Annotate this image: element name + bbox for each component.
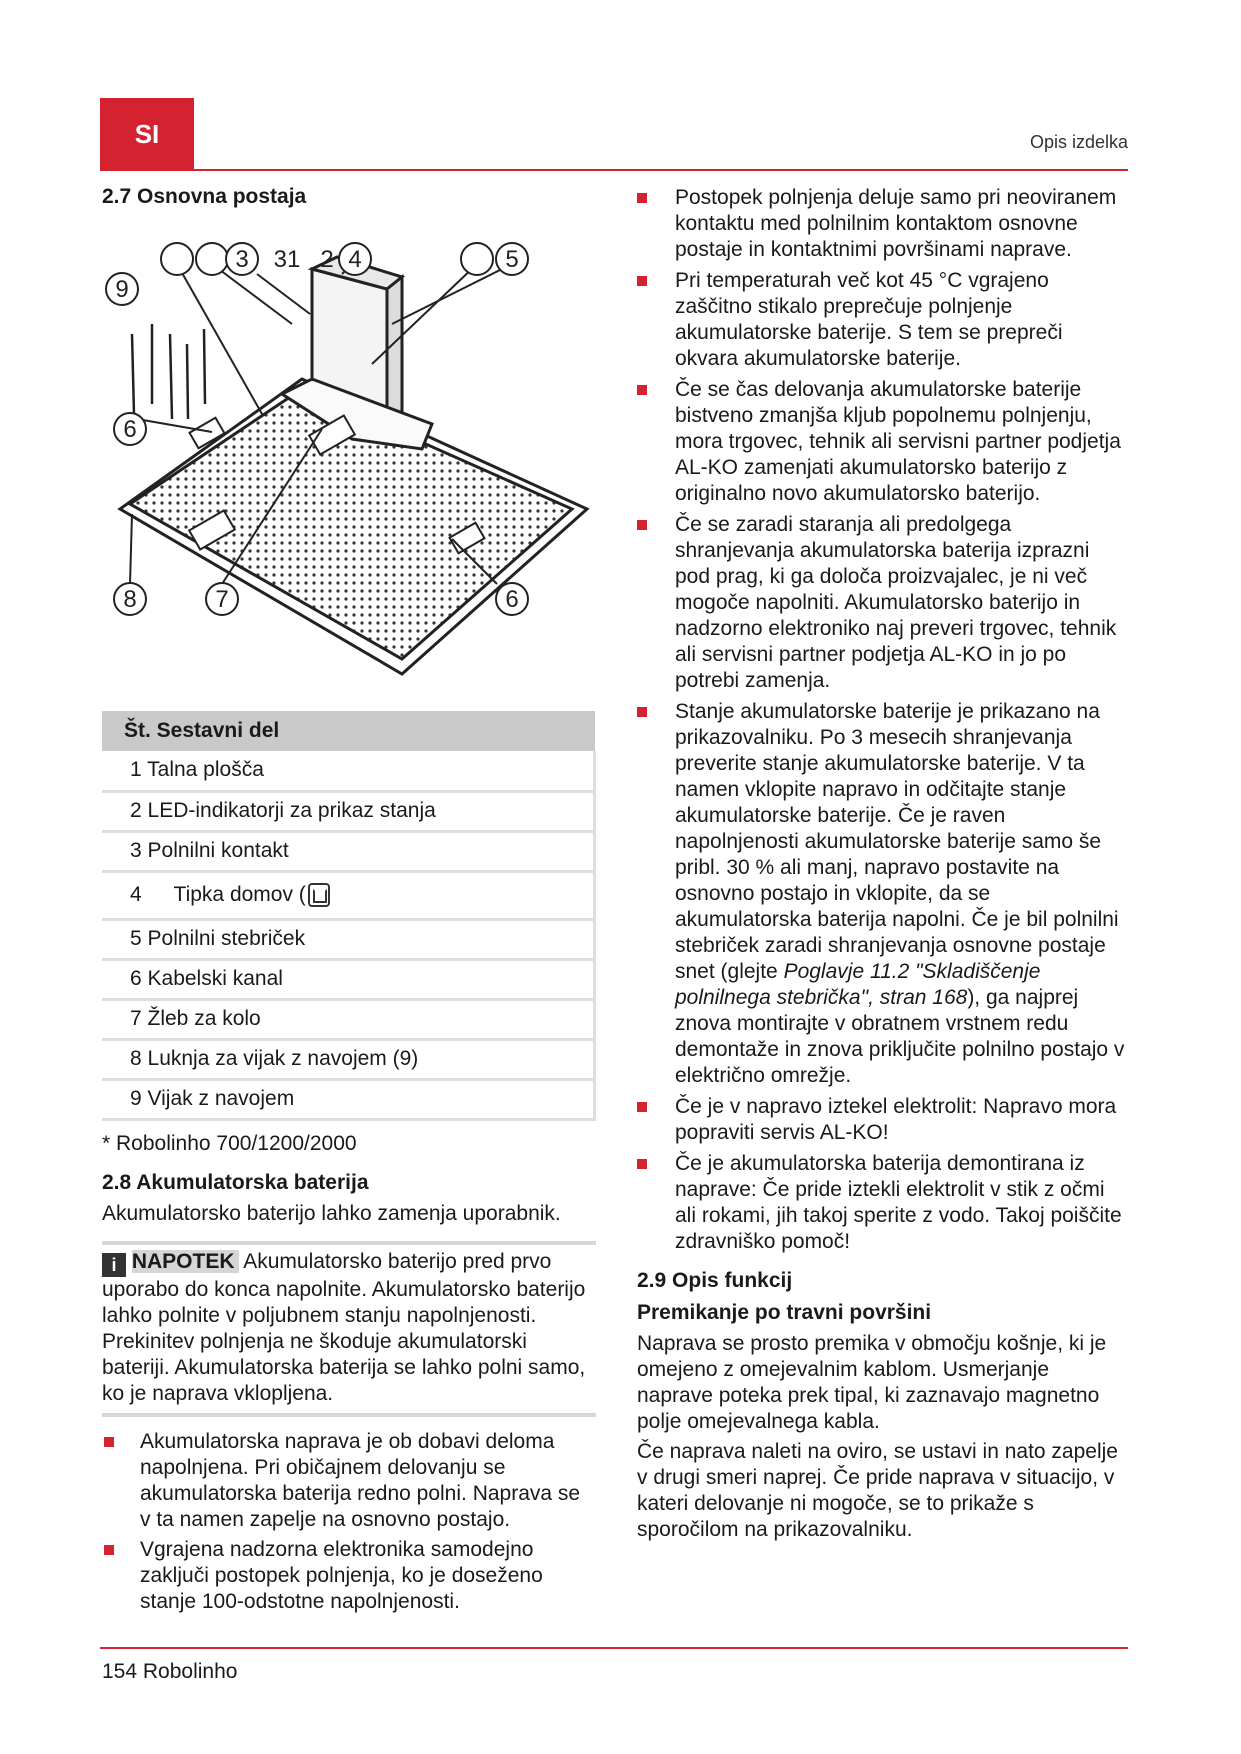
callout-6-left: 6 — [123, 416, 137, 443]
section-title: Opis izdelka — [1029, 132, 1128, 152]
list-item: Vgrajena nadzorna elektronika samodejno zaključi postopek polnjenja, ko je doseženo stanje 100-odstotne napolnjenosti. — [102, 1537, 596, 1615]
heading-2-7: 2.7 Osnovna postaja — [102, 185, 307, 208]
note-label: NAPOTEK — [132, 1250, 239, 1273]
note-text: Akumulatorsko baterijo pred prvo uporabo do konca napolnite. Akumulatorsko baterijo lahko polnite v poljubnem stanju napolnjenosti. Prekinitev polnjenja ne škoduje akumulatorski bateriji. Akumulatorska baterija se lahko polni samo, ko je naprava vklopljena. — [102, 1249, 586, 1405]
list-item — [637, 699, 1129, 1089]
table-footnote: * Robolinho 700/1200/2000 — [102, 1131, 357, 1155]
table-row: 9 Vijak z navojem — [102, 1079, 595, 1119]
note-box — [102, 1241, 596, 1417]
row-4-label: Tipka domov ( — [173, 882, 306, 906]
bullet5-text-a: Stanje akumulatorske baterije je prikazano na prikazovalniku. Po 3 mesecih shranjevanja preverite stanje akumulatorske baterije. V ta namen vklopite napravo in odčitajte stanje akumulatorske baterije. Če je raven napolnjenosti akumulatorske baterije samo še pribl. 30 % ali manj, napravo postavite na osnovno postajo in vklopite, da se akumulatorska baterija napolni. Če je bil polnilni stebriček zaradi shranjevanja osnovne postaje snet (glejte — [675, 700, 1119, 983]
callout-6-right: 6 — [505, 586, 519, 613]
callout-2: 2 — [320, 246, 334, 273]
paragraph: Če naprava naleti na oviro, se ustavi in nato zapelje v drugi smeri naprej. Če pride naprava v situacijo, v kateri delovanje ni mogoče, se to prikaže s sporočilom na prikazovalniku. — [637, 1440, 1118, 1541]
table-row: 7 Žleb za kolo — [102, 999, 595, 1039]
list-item: Če je v napravo iztekel elektrolit: Napravo mora popraviti servis AL-KO! — [637, 1094, 1129, 1146]
note-paragraph — [102, 1249, 596, 1407]
table-row: 5 Polnilni stebriček — [102, 919, 595, 959]
parts-table — [102, 711, 596, 1121]
language-tab — [100, 98, 194, 170]
list-item: Akumulatorska naprava je ob dobavi deloma napolnjena. Pri običajnem delovanju se akumulatorska baterija redno polni. Naprava se v ta namen zapelje na osnovno postajo. — [102, 1429, 596, 1533]
table-row: 3 Polnilni kontakt — [102, 831, 595, 871]
paragraph: Naprava se prosto premika v območju košnje, ki je omejeno z omejevalnim kablom. Usmerjanje naprave poteka prek tipal, ki zaznavajo magnetno polje omejevalnega kabla. — [637, 1332, 1107, 1433]
heading-2-8: 2.8 Akumulatorska baterija — [102, 1170, 369, 1194]
home-button-icon — [308, 883, 330, 907]
intro-2-8: Akumulatorsko baterijo lahko zamenja uporabnik. — [102, 1201, 561, 1225]
table-row: 2 LED-indikatorji za prikaz stanja — [102, 791, 595, 831]
table-row: 1 Talna plošča — [102, 751, 595, 791]
parts-table-header: Št. Sestavni del — [102, 711, 595, 751]
row-4-number: 4 — [130, 882, 142, 906]
heading-2-9: 2.9 Opis funkcij — [637, 1269, 793, 1292]
charging-bullets — [637, 185, 1129, 1255]
callout-8: 8 — [123, 586, 137, 613]
right-column — [637, 185, 1129, 1547]
callout-7: 7 — [215, 586, 229, 613]
chapter-reference: Poglavje 11.2 "Skladiščenje polnilnega stebrička", stran 168 — [675, 960, 1041, 1009]
footer-divider — [100, 1647, 1128, 1649]
header-divider — [100, 169, 1128, 171]
list-item: Če se čas delovanja akumulatorske baterije bistveno zmanjša kljub popolnemu polnjenju, mora trgovec, tehnik ali servisni partner podjetja AL-KO zamenjati akumulatorsko baterijo z originalno novo akumulatorsko baterijo. — [637, 377, 1129, 507]
list-item: Postopek polnjenja deluje samo pri neoviranem kontaktu med polnilnim kontaktom osnovne postaje in kontaktnimi površinami naprave. — [637, 185, 1129, 263]
language-code: SI — [134, 118, 160, 149]
callout-9: 9 — [115, 276, 129, 303]
callout-4: 4 — [348, 246, 362, 273]
info-icon: i — [102, 1253, 126, 1277]
table-row: 8 Luknja za vijak z navojem (9) — [102, 1039, 595, 1079]
base-station-figure — [102, 219, 596, 694]
table-row: 6 Kabelski kanal — [102, 959, 595, 999]
list-item: Če je akumulatorska baterija demontirana iz naprave: Če pride iztekli elektrolit v stik z očmi ali rokami, jih takoj sperite z vodo. Takoj poiščite zdravniško pomoč! — [637, 1151, 1129, 1255]
callout-31: 31 — [273, 246, 301, 273]
left-column — [102, 185, 596, 1619]
screws — [132, 324, 205, 419]
subheading-lawn-movement: Premikanje po travni površini — [637, 1301, 932, 1324]
callout-5: 5 — [505, 246, 519, 273]
list-item: Pri temperaturah več kot 45 °C vgrajeno zaščitno stikalo preprečuje polnjenje akumulatorske baterije. S tem se prepreči okvara akumulatorske baterije. — [637, 268, 1129, 372]
battery-bullets — [102, 1429, 596, 1615]
bullet5-text-b: ), ga najprej znova montirajte v obratnem vrstnem redu demontaže in znova priključite polnilno postajo v električno omrežje. — [675, 986, 1125, 1087]
callout-3: 3 — [235, 246, 249, 273]
page-footer: 154 Robolinho — [102, 1660, 238, 1683]
list-item: Če se zaradi staranja ali predolgega shranjevanja akumulatorska baterija izprazni pod prag, ki ga določa proizvajalec, je ni več mogoče napolniti. Akumulatorsko baterijo in nadzorno elektroniko naj preveri trgovec, tehnik ali servisni partner podjetja AL-KO in jo po potrebi zamenja. — [637, 512, 1129, 694]
table-row — [102, 871, 595, 919]
